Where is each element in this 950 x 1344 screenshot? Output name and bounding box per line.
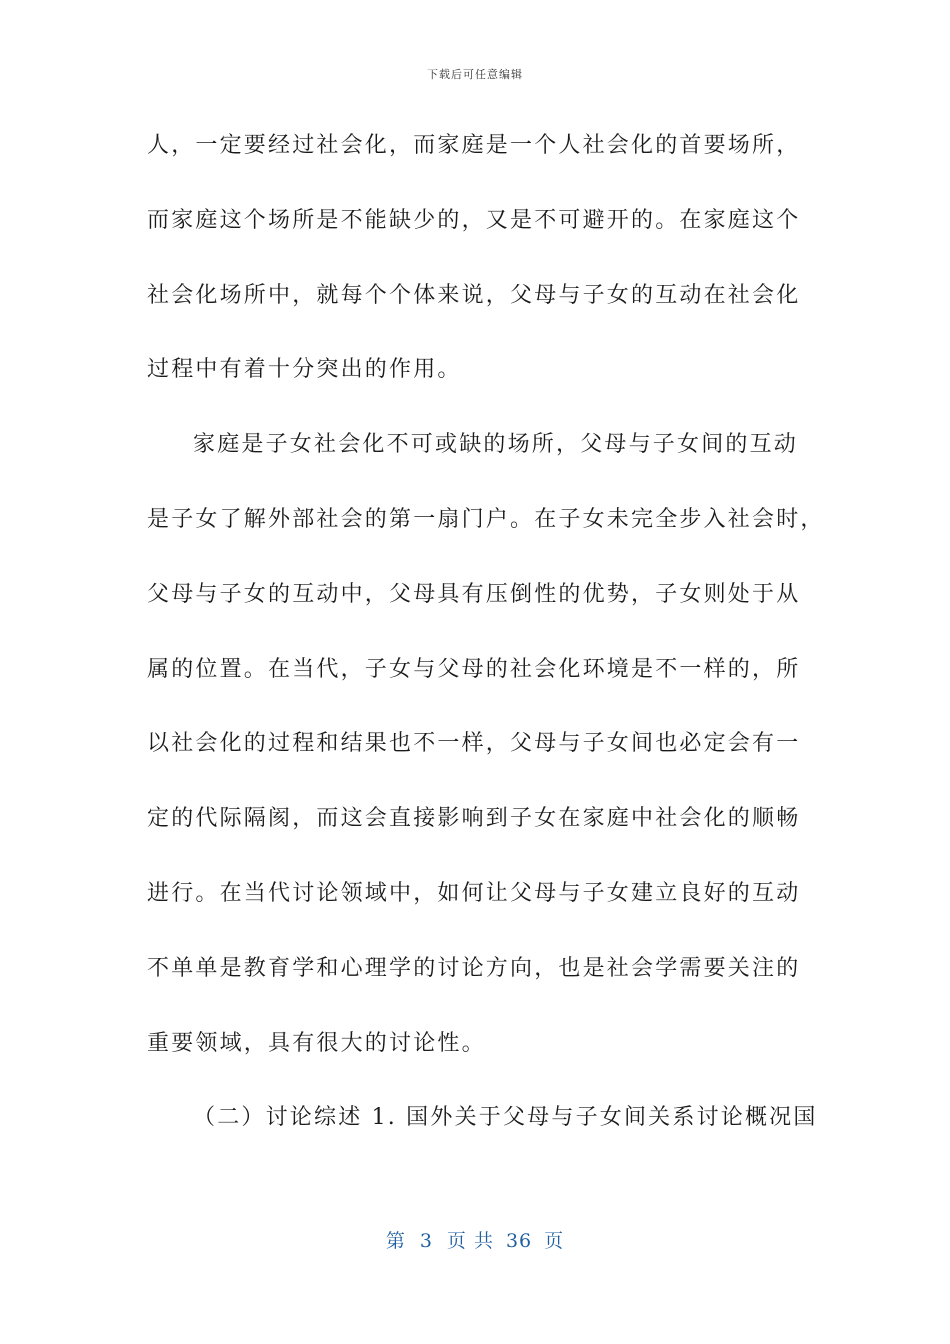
total-pages: 36 [505, 1230, 533, 1252]
text-line: 父母与子女的互动中，父母具有压倒性的优势，子女则处于从 [147, 581, 801, 607]
text-line: 以社会化的过程和结果也不一样，父母与子女间也必定会有一 [147, 731, 801, 757]
text-line: 定的代际隔阂，而这会直接影响到子女在家庭中社会化的顺畅 [147, 806, 801, 832]
text-line: 社会化场所中，就每个个体来说，父母与子女的互动在社会化 [147, 282, 801, 308]
footer-ye-gong-label: 页 共 [446, 1230, 494, 1252]
section-heading-line: （二）讨论综述 1. 国外关于父母与子女间关系讨论概况国 [193, 1105, 818, 1131]
footer-di-label: 第 [385, 1230, 406, 1252]
text-line: 人，一定要经过社会化，而家庭是一个人社会化的首要场所， [147, 133, 801, 158]
page-footer [0, 1226, 950, 1253]
text-line: 进行。在当代讨论领域中，如何让父母与子女建立良好的互动 [147, 880, 801, 906]
page-number: 3 [419, 1230, 433, 1252]
page-header: 下载后可任意编辑 [427, 68, 523, 81]
footer-ye-label: 页 [544, 1230, 565, 1252]
text-line: 属的位置。在当代，子女与父母的社会化环境是不一样的，所 [147, 656, 801, 682]
paragraph-start-line: 家庭是子女社会化不可或缺的场所，父母与子女间的互动 [193, 432, 799, 458]
text-line: 而家庭这个场所是不能缺少的，又是不可避开的。在家庭这个 [147, 207, 801, 233]
text-line: 重要领域，具有很大的讨论性。 [147, 1030, 486, 1056]
text-line: 不单单是教育学和心理学的讨论方向，也是社会学需要关注的 [147, 955, 801, 981]
document-body [147, 124, 825, 1171]
text-line: 是子女了解外部社会的第一扇门户。在子女未完全步入社会时， [147, 506, 825, 532]
text-line: 过程中有着十分突出的作用。 [147, 357, 462, 383]
